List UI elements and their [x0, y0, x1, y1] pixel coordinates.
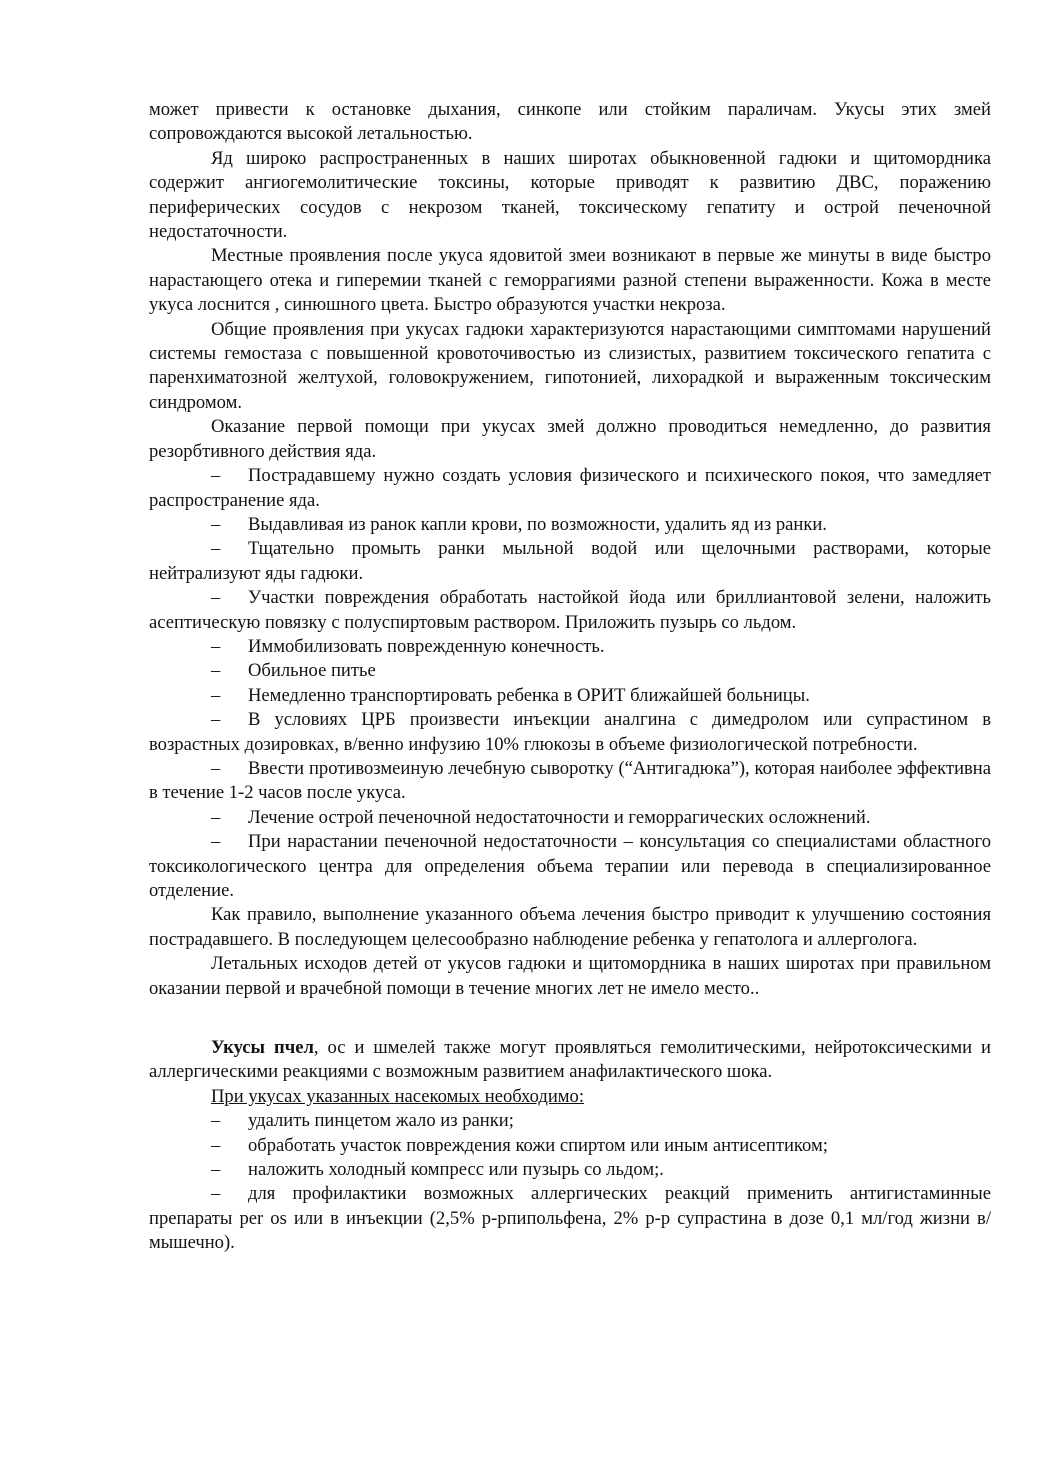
dash-marker: –: [211, 635, 221, 657]
snake-first-aid-list: [149, 464, 991, 903]
list-item-text: Ввести противозмеиную лечебную сыворотку (“Антигадюка”), которая наиболее эффективна в течение 1-2 часов после укуса.: [149, 757, 991, 804]
list-item: [149, 537, 991, 586]
list-item-text: Пострадавшему нужно создать условия физического и психического покоя, что замедляет распространение яда.: [149, 465, 991, 511]
bee-first-aid-list: [149, 1109, 991, 1255]
paragraph-bee-stings: [149, 1036, 991, 1085]
list-item: [149, 806, 991, 830]
subheading-text: При укусах указанных насекомых необходимо:: [211, 1085, 585, 1107]
list-item: [149, 1134, 991, 1158]
dash-marker: –: [211, 1134, 221, 1156]
section-spacer: [149, 1001, 991, 1036]
list-item: [149, 757, 991, 806]
dash-marker: –: [211, 538, 221, 560]
list-item-text: Лечение острой печеночной недостаточности и геморрагических осложнений.: [248, 806, 871, 828]
paragraph-venom: Яд широко распространенных в наших широтах обыкновенной гадюки и щитомордника содержит ангиогемолитические токсины, которые приводят к развитию ДВС, поражению периферических сосудов с некрозом тканей, токсическому гепатиту и острой печеночной недостаточности.: [149, 147, 991, 243]
bee-stings-text: , ос и шмелей также могут проявляться гемолитическими, нейротоксическими и аллергическими реакциями с возможным развитием анафилактического шока.: [149, 1037, 991, 1083]
list-item: [149, 635, 991, 659]
dash-marker: –: [211, 806, 221, 828]
paragraph-outcome: Как правило, выполнение указанного объема лечения быстро приводит к улучшению состояния пострадавшего. В последующем целесообразно наблюдение ребенка у гепатолога и аллерголога.: [149, 904, 991, 950]
list-item: [149, 1109, 991, 1133]
dash-marker: –: [211, 1110, 221, 1132]
bee-stings-heading: Укусы пчел: [211, 1037, 314, 1059]
list-item: [149, 659, 991, 683]
paragraph-local-symptoms: Местные проявления после укуса ядовитой змеи возникают в первые же минуты в виде быстро нарастающего отека и гиперемии тканей с геморрагиями разной степени выраженности. Кожа в месте укуса лоснится , синюшного цвета. Быстро образуются участки некроза.: [149, 245, 991, 316]
list-item-text: для профилактики возможных аллергических реакций применить антигистаминные препараты per os или в инъекции (2,5% р-рпипольфена, 2% р-р супрастина в дозе 0,1 мл/год жизни в/мышечно).: [149, 1183, 991, 1254]
document-page: [149, 98, 991, 1256]
dash-marker: –: [211, 684, 221, 706]
paragraph-snake-paralysis: может привести к остановке дыхания, синкопе или стойким параличам. Укусы этих змей сопровождаются высокой летальностью.: [149, 99, 991, 145]
list-item-text: Немедленно транспортировать ребенка в ОРИТ ближайшей больницы.: [248, 684, 810, 706]
dash-marker: –: [211, 587, 221, 609]
list-item-text: В условиях ЦРБ произвести инъекции аналгина с димедролом или супрастином в возрастных дозировках, в/венно инфузию 10% глюкозы в объеме физиологической потребности.: [149, 709, 991, 755]
list-item: [149, 513, 991, 537]
dash-marker: –: [211, 1183, 221, 1205]
list-item: [149, 830, 991, 903]
dash-marker: –: [211, 757, 221, 779]
list-item: [149, 1158, 991, 1182]
list-item-text: наложить холодный компресс или пузырь со льдом;.: [248, 1159, 664, 1181]
dash-marker: –: [211, 465, 221, 487]
list-item-text: Тщательно промыть ранки мыльной водой или щелочными растворами, которые нейтрализуют яды гадюки.: [149, 538, 991, 584]
dash-marker: –: [211, 709, 221, 731]
list-item-text: Обильное питье: [248, 660, 376, 682]
dash-marker: –: [211, 831, 221, 853]
paragraph-mortality: Летальных исходов детей от укусов гадюки и щитомордника в наших широтах при правильном оказании первой и врачебной помощи в течение многих лет не имело место..: [149, 953, 991, 999]
paragraph-first-aid-intro: Оказание первой помощи при укусах змей должно проводиться немедленно, до развития резорбтивного действия яда.: [149, 416, 991, 462]
list-item: [149, 464, 991, 513]
paragraph-general-symptoms: Общие проявления при укусах гадюки характеризуются нарастающими симптомами нарушений системы гемостаза с повышенной кровоточивостью из слизистых, развитием токсического гепатита с паренхиматозной желтухой, головокружением, гипотонией, лихорадкой и выраженным токсическим синдромом.: [149, 318, 991, 413]
list-item-text: обработать участок повреждения кожи спиртом или иным антисептиком;: [248, 1134, 828, 1156]
list-item: [149, 684, 991, 708]
list-item: [149, 586, 991, 635]
list-item-text: Иммобилизовать поврежденную конечность.: [248, 635, 605, 657]
list-item: [149, 1182, 991, 1255]
bee-first-aid-subheading: [149, 1085, 991, 1109]
list-item-text: Участки повреждения обработать настойкой йода или бриллиантовой зелени, наложить асептическую повязку с полуспиртовым раствором. Приложить пузырь со льдом.: [149, 587, 991, 633]
list-item-text: Выдавливая из ранок капли крови, по возможности, удалить яд из ранки.: [248, 513, 827, 535]
dash-marker: –: [211, 1159, 221, 1181]
list-item-text: При нарастании печеночной недостаточности – консультация со специалистами областного токсикологического центра для определения объема терапии или перевода в специализированное отделение.: [149, 831, 991, 901]
list-item-text: удалить пинцетом жало из ранки;: [248, 1110, 514, 1132]
list-item: [149, 708, 991, 757]
dash-marker: –: [211, 660, 221, 682]
dash-marker: –: [211, 513, 221, 535]
